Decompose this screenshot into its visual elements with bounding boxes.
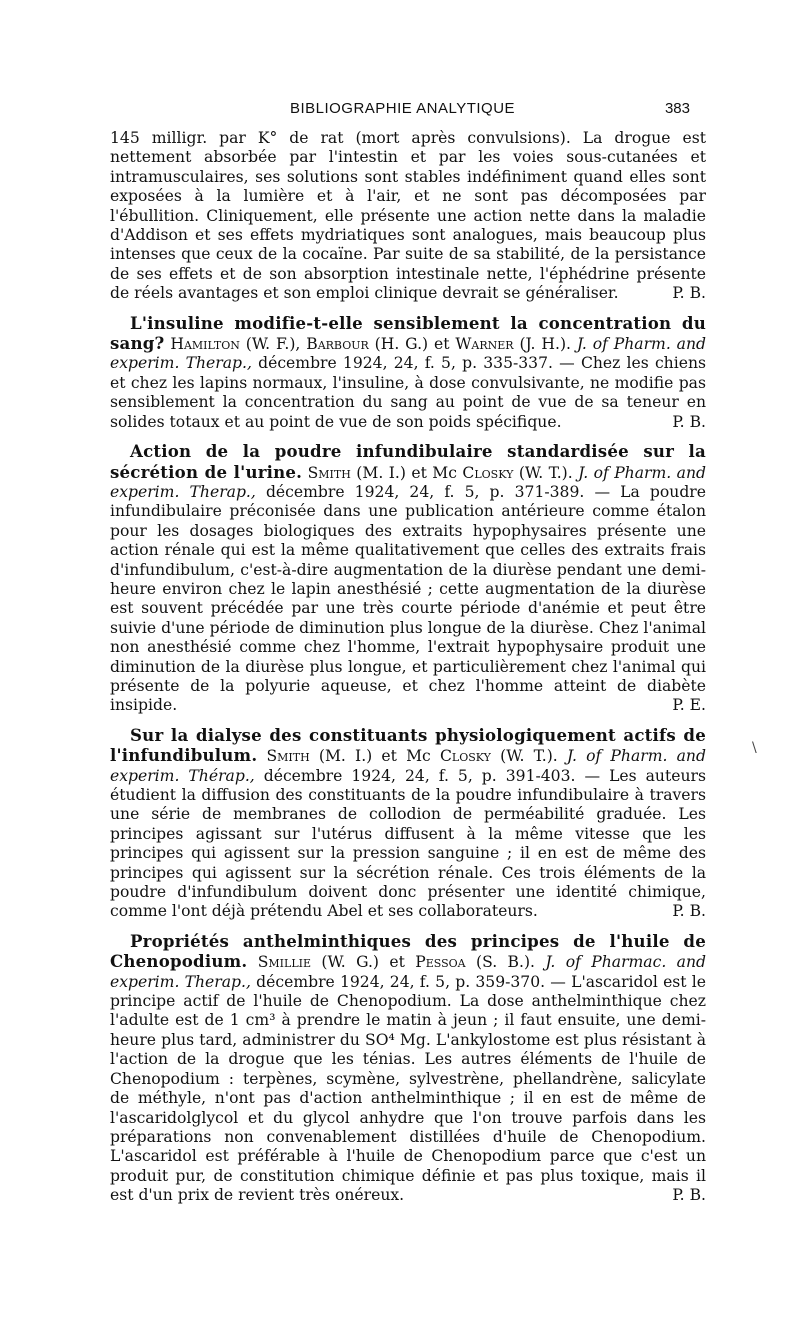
citation-details: décembre 1924, 24, f. 5, p. 335-337. — <box>258 354 575 373</box>
citation-details: décembre 1924, 24, f. 5, p. 359-370. — <box>256 972 566 991</box>
author-name: Closky <box>462 463 514 482</box>
author-initials: (M. I.) et Mc <box>318 747 431 766</box>
signature: P. B. <box>672 1186 706 1205</box>
page-number: 383 <box>664 100 690 117</box>
page-header <box>115 100 690 122</box>
author-name: Smith <box>266 747 310 766</box>
signature: P. B. <box>672 902 706 921</box>
article-title: Action de la poudre infundibulaire standardisée sur la sécrétion de l'urine. <box>110 441 706 482</box>
author-initials: (W. T.). <box>500 747 558 766</box>
running-title: BIBLIOGRAPHIE ANALYTIQUE <box>289 100 516 117</box>
continuation-text: 145 milligr. par K° de rat (mort après convulsions). La drogue est nettement absorbée par l'intestin et par les voies sous-cutanées et intramusculaires, ses solutions sont stables indéfiniment quand elles sont exposées à la lumière et à l'air, et ne sont pas décomposées par l'ébullition. Cliniquement, elle présente une action nette dans la maladie d'Addison et ses effets mydriatiques sont analogues, mais beaucoup plus intenses que ceux de la cocaïne. Par suite de sa stabilité, de la persistance de ses effets et de son absorption intestinale nette, l'éphédrine présente de réels avantages et son emploi clinique devrait se généraliser. <box>110 129 706 303</box>
signature: P. B. <box>672 412 706 431</box>
author-name: Hamilton <box>170 335 240 354</box>
author-initials: (W. F.), <box>245 335 301 354</box>
margin-mark: \ <box>752 740 757 756</box>
author-initials: (W. T.). <box>518 463 573 482</box>
journal-name: J. of Pharmac. and experim. Therap., <box>110 953 706 991</box>
citation-details: décembre 1924, 24, f. 5, p. 391-403. — <box>263 766 601 785</box>
page-body <box>110 129 706 1206</box>
author-initials: (H. G.) et <box>374 335 450 354</box>
author-name: Warner <box>455 335 514 354</box>
abstract-entry <box>110 314 706 432</box>
journal-name: J. of Pharm. and experim. Thérap., <box>110 747 706 785</box>
abstract-text: Les auteurs étudient la diffusion des constituants de la poudre infundibulaire à travers une série de membranes de collodion de perméabilité graduée. Les principes agissant sur l'utérus diffusent à la même vitesse que les principes qui agissent sur la pression sanguine ; il en est de même des principes qui agissent sur la sécrétion rénale. Ces trois éléments de la poudre d'infundibulum doivent donc présenter une identité chimique, comme l'ont déjà prétendu Abel et ses collaborateurs. <box>110 766 706 921</box>
author-name: Smith <box>307 463 351 482</box>
abstract-entry <box>110 442 706 716</box>
signature: P. B. <box>672 284 706 303</box>
abstract-text: Chez les chiens et chez les lapins normaux, l'insuline, à dose convulsivante, ne modifie pas sensiblement la concentration du sang au point de vue de sa teneur en solides totaux et au point de vue de son poids spécifique. <box>110 354 706 431</box>
author-initials: (W. G.) et <box>321 953 405 972</box>
author-name: Closky <box>439 747 491 766</box>
article-title: Propriétés anthelminthiques des principes de l'huile de Chenopodium. <box>110 930 706 972</box>
author-initials: (S. B.). <box>476 953 535 972</box>
abstract-entry <box>110 726 706 922</box>
author-name: Pessoa <box>415 953 466 972</box>
signature: P. E. <box>672 696 706 715</box>
author-initials: (J. H.). <box>519 335 571 354</box>
journal-name: J. of Pharm. and experim. Therap., <box>110 463 706 501</box>
abstract-text: La poudre infundibulaire préconisée dans une publication antérieure comme étalon pour les dosages biologiques des extraits hypophysaires présente une action rénale qui est la même qualitativement que celles des extraits frais d'infundibulum, c'est-à-dire augmentation de la diurèse pendant une demi-heure environ chez le lapin anesthésié ; cette augmentation de la diurèse est souvent précédée par une très courte période d'anémie et peut être suivie d'une période de diminution plus longue de la diurèse. Chez l'animal non anesthésié comme chez l'homme, l'extrait hypophysaire produit une diminution de la diurèse plus longue, et particulièrement chez l'animal qui présente de la polyurie aqueuse, et chez l'homme atteint de diabète insipide. <box>110 482 706 715</box>
abstract-entry <box>110 932 706 1206</box>
author-initials: (M. I.) et Mc <box>356 463 457 482</box>
journal-name: J. of Pharm. and experim. Therap., <box>110 335 706 373</box>
article-title: Sur la dialyse des constituants physiologiquement actifs de l'infundibulum. <box>110 724 706 766</box>
author-name: Barbour <box>306 335 369 354</box>
abstract-text: L'ascaridol est le principe actif de l'huile de Chenopodium. La dose anthelminthique chez l'adulte est de 1 cm³ à prendre le matin à jeun ; il faut ensuite, une demi-heure plus tard, administrer du SO⁴ Mg. L'ankylostome est plus résistant à l'action de la drogue que les ténias. Les autres éléments de l'huile de Chenopodium : terpènes, scymène, sylvestrène, phellandrène, salicylate de méthyle, n'ont pas d'action anthelminthique ; il en est de même de l'ascaridolglycol et du glycol anhydre que l'on trouve parfois dans les préparations non convenablement distillées d'huile de Chenopodium. L'ascaridol est préférable à l'huile de Chenopodium parce que c'est un produit pur, de constitution chimique définie et pas plus toxique, mais il est d'un prix de revient très onéreux. <box>110 972 706 1205</box>
author-name: Smillie <box>257 953 311 972</box>
continuation-paragraph <box>110 129 706 304</box>
article-title: L'insuline modifie-t-elle sensiblement la concentration du sang? <box>110 312 706 354</box>
citation-details: décembre 1924, 24, f. 5, p. 371-389. — <box>265 482 611 501</box>
